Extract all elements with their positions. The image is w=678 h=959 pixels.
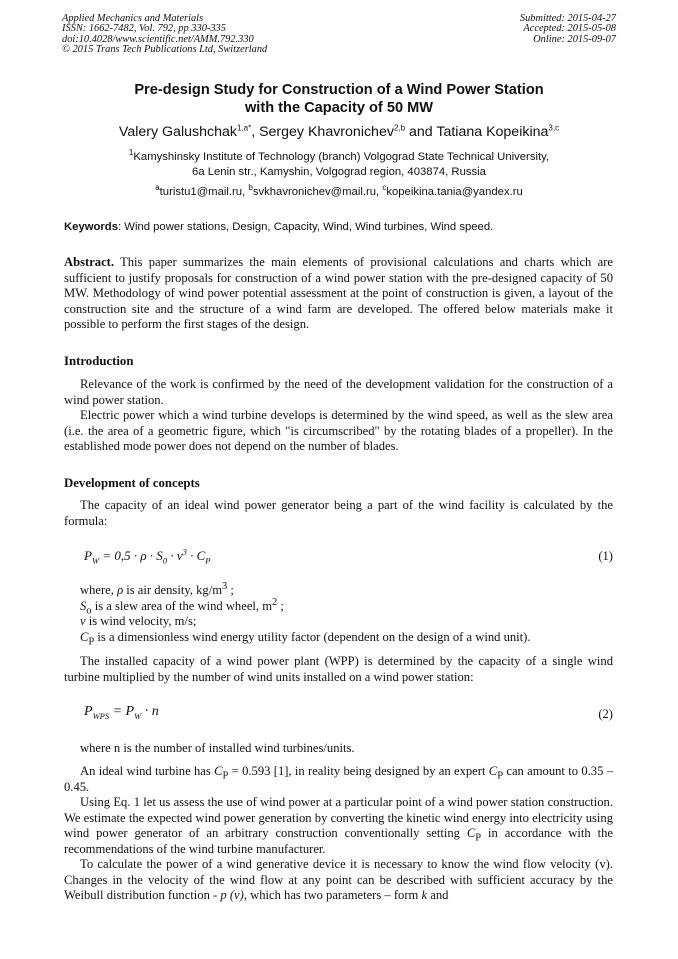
definition-rho: where, ρ is air density, $kg/m^3$ ; <box>80 580 234 597</box>
equation-1: $P_W = 0,5 \cdot \rho \cdot S_0 \cdot v^3 \cdot C_P$ <box>84 546 211 566</box>
section-heading-concepts: Development of concepts <box>64 476 200 490</box>
online-date: Online: 2015-09-07 <box>533 33 616 45</box>
abstract: Abstract. This paper summarizes the main elements of provisional calculations and charts which are sufficient to justify proposals for construction of a wind power station with the pre-designed capacity of 50 MW. Methodology of wind power potential assessment at the point of construction is given, a layout of the construction site and the structure of a wind farm are developed. The offered below materials make it possible to perform the first stages of the design. <box>64 255 613 332</box>
definition-velocity: v is wind velocity, m/s; <box>80 614 197 629</box>
author-list: Valery Galushchak$^{1,a*}$, Sergey Khavronichev$^{2,b}$ and Tatiana Kopeikina$^{3,c}$ <box>118 123 560 140</box>
equation-1-definitions <box>80 580 613 648</box>
keywords: Keywords: Wind power stations, Design, Capacity, Wind, Wind turbines, Wind speed. <box>64 221 494 233</box>
paper-title: Pre-design Study for Construction of a Wind Power Station with the Capacity of 50 MW <box>134 82 544 116</box>
keywords-label: Keywords <box>64 221 118 233</box>
concepts-paragraph-5: To calculate the power of a wind generative device it is necessary to know the wind flow velocity (v). Changes in the velocity of the wind flow at any point can be described with sufficient accuracy by the Weibull distribution function - p (v), which has two parameters – form k and <box>64 857 613 903</box>
email-link[interactable]: turistu1@mail.ru, <box>159 186 249 198</box>
concepts-paragraph-2: The installed capacity of a wind power plant (WPP) is determined by the capacity of a single wind turbine multiplied by the number of wind units installed on a wind power station: <box>64 654 613 684</box>
email-link[interactable]: kopeikina.tania@yandex.ru <box>386 186 523 198</box>
email-link[interactable]: svkhavronichev@mail.ru, <box>252 186 383 198</box>
definition-n: where n is the number of installed wind turbines/units. <box>80 741 355 755</box>
definition-cp: $C_P$ is a dimensionless wind energy utility factor (dependent on the design of a wind unit). <box>80 629 531 648</box>
author-name: Tatiana Kopeikina <box>436 124 549 140</box>
concepts-paragraph-1: The capacity of an ideal wind power generator being a part of the wind facility is calculated by the formula: <box>64 498 613 528</box>
definition-slew-area: $S_o$ is a slew area of the wind wheel, $m^2$ ; <box>80 596 284 617</box>
journal-header-left <box>62 14 267 56</box>
intro-paragraph-1: Relevance of the work is confirmed by the need of the development validation for the construction of a wind power station. <box>64 377 613 407</box>
journal-header-right <box>520 14 616 45</box>
affiliation: $^1$Kamyshinsky Institute of Technology (branch) Volgograd State Technical University, 6a Lenin str., Kamyshin, Volgograd region, 403874, Russia <box>128 148 550 178</box>
section-heading-introduction: Introduction <box>64 354 134 368</box>
doi-line: doi:10.4028/www.scientific.net/AMM.792.330 <box>62 33 254 45</box>
abstract-label: Abstract. <box>64 255 115 269</box>
concepts-paragraph-4: Using Eq. 1 let us assess the use of wind power at a particular point of a wind power station construction. We estimate the expected wind power generation by converting the kinetic wind energy into electricity using wind power generator of an arbitrary construction conventionally setting $C_P$ in accordance with the recommendations of the wind turbine manufacturer. <box>64 795 613 856</box>
issn-line: ISSN: 1662-7482, Vol. 792, pp 330-335 <box>62 23 226 35</box>
equation-2: $P_{WPS} = P_W \cdot n$ <box>84 704 159 721</box>
accepted-date: Accepted: 2015-05-08 <box>523 23 616 35</box>
equation-1-number: (1) <box>598 549 613 563</box>
author-name: Sergey Khavronichev <box>259 124 394 140</box>
intro-paragraph-2: Electric power which a wind turbine develops is determined by the wind speed, as well as the slew area (i.e. the area of a geometric figure, which "is circumscribed" by the rotating blades of a propeller). In the established mode power does not depend on the number of blades. <box>64 408 613 454</box>
copyright-line: © 2015 Trans Tech Publications Ltd, Switzerland <box>62 44 268 56</box>
journal-name: Applied Mechanics and Materials <box>62 13 204 24</box>
concepts-paragraph-3: An ideal wind turbine has $C_P = 0.593$ [1], in reality being designed by an expert $C_P$ can amount to 0.35 – 0.45. <box>64 764 613 794</box>
author-emails: $^a$turistu1@mail.ru, $^b$svkhavronichev@mail.ru, $^c$kopeikina.tania@yandex.ru <box>155 183 523 198</box>
submitted-date: Submitted: 2015-04-27 <box>519 13 616 24</box>
equation-2-number: (2) <box>598 707 613 721</box>
author-name: Valery Galushchak <box>118 124 237 140</box>
